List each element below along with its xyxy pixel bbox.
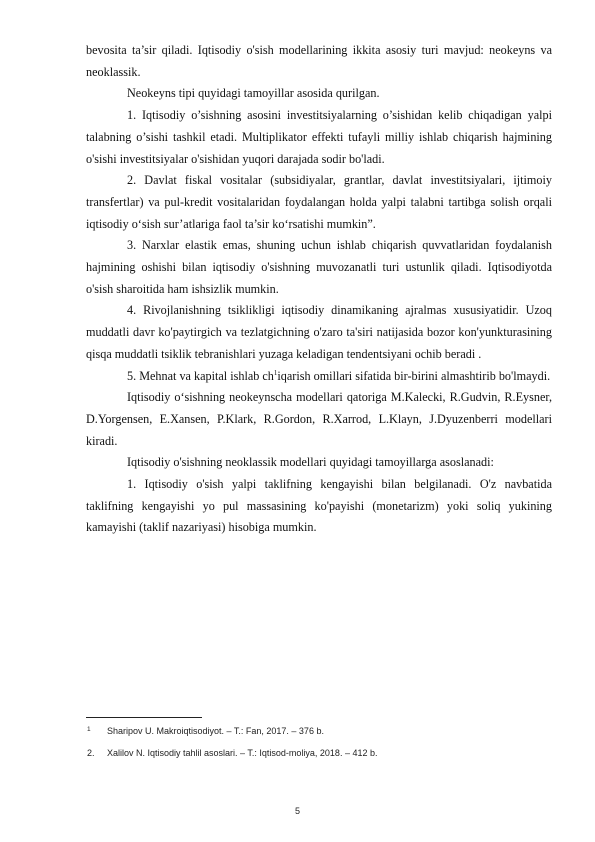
footnote-1-number: 1 — [87, 726, 91, 733]
footnote-2-text: Xalilov N. Iqtisodiy tahlil asoslari. – T.: Iqtisod-moliya, 2018. – 412 b. — [107, 748, 378, 758]
footnote-1 — [86, 726, 324, 736]
paragraph-5: 3. Narxlar elastik emas, shuning uchun ishlab chiqarish quvvatlaridan foydalanish hajmining oshishi bilan iqtisodiy o'sishning muvozanatli turi ustunlik qiladi. Iqtisodiyotda o'sish sharoitida ham ishsizlik mumkin. — [86, 238, 552, 296]
paragraph-4: 2. Davlat fiskal vositalar (subsidiyalar, grantlar, davlat investitsiyalari, ijtimoiy transfertlar) va pul-kredit vositalaridan foydalangan holda yalpi talabni tartibga solish orqali iqtisodiy o‘sish sur’atlariga faol ta’sir ko‘rsatishi mumkin”. — [86, 173, 552, 231]
paragraph-1: bevosita ta’sir qiladi. Iqtisodiy o'sish modellarining ikkita asosiy turi mavjud: neokeyns va neoklassik. — [86, 43, 552, 79]
footnote-1-text: Sharipov U. Makroiqtisodiyot. – T.: Fan, 2017. – 376 b. — [107, 726, 324, 736]
page-body — [86, 40, 552, 539]
paragraph-10: 1. Iqtisodiy o'sish yalpi taklifning kengayishi bilan belgilanadi. O'z navbatida taklifning kengayishi yo pul massasining ko'payishi (monetarizm) yoki soliq yukining kamayishi (taklif nazariyasi) hisobiga mumkin. — [86, 477, 552, 535]
paragraph-7-text-a: 5. Mehnat va kapital ishlab ch — [127, 368, 274, 383]
paragraph-9: Iqtisodiy o'sishning neoklassik modellari quyidagi tamoyillarga asoslanadi: — [127, 455, 494, 470]
footnote-divider — [86, 717, 202, 718]
footnote-2-number: 2. — [87, 748, 95, 758]
paragraph-3: 1. Iqtisodiy o’sishning asosini investitsiyalarning o’sishidan kelib chiqadigan yalpi talabning o’sishi tashkil etadi. Multiplikator effekti tufayli milliy ishlab chiqarish hajmining o'sishi investitsiyalar o'sishidan yuqori darajada sodir bo'ladi. — [86, 108, 552, 166]
paragraph-7 — [86, 366, 552, 388]
footnote-2 — [86, 748, 377, 758]
paragraph-6: 4. Rivojlanishning tsiklikligi iqtisodiy dinamikaning ajralmas xususiyatidir. Uzoq muddatli davr ko'paytirgich va tezlatgichning o'zaro ta'siri natijasida bozor kon'yunkturasining qisqa muddatli tsiklik tebranishlari yuzaga keladigan tendentsiyani ochib beradi . — [86, 303, 552, 361]
paragraph-8: Iqtisodiy o‘sishning neokeynscha modellari qatoriga M.Kalecki, R.Gudvin, R.Eysner, D.Yorgensen, E.Xansen, P.Klark, R.Gordon, R.Xarrod, L.Klayn, J.Dyuzenberri modellari kiradi. — [86, 390, 552, 448]
paragraph-2: Neokeyns tipi quyidagi tamoyillar asosida qurilgan. — [127, 86, 380, 101]
footnote-ref[interactable]: 1 — [273, 368, 278, 377]
paragraph-7-text-b: iqarish omillari sifatida bir-birini almashtirib bo'lmaydi. — [277, 368, 551, 383]
page-number: 5 — [294, 806, 300, 816]
